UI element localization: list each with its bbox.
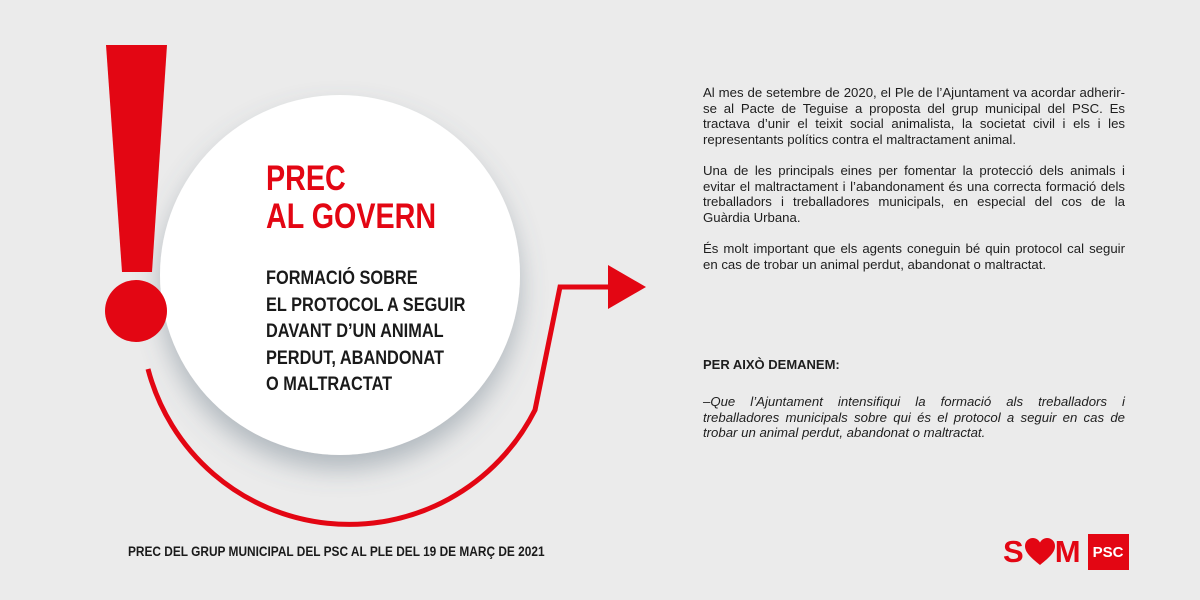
psc-logo <box>1003 534 1129 570</box>
demand-heading: PER AIXÒ DEMANEM: <box>703 357 840 372</box>
subtitle <box>266 266 506 399</box>
footer-text: PREC DEL GRUP MUNICIPAL DEL PSC AL PLE DEL 19 DE MARÇ DE 2021 <box>128 544 545 559</box>
circle-text <box>266 160 506 399</box>
demand-text: –Que l’Ajuntament intensifiqui la formació als treballadors i treballadores municipals sobre qui és el protocol a seguir en cas de trobar un animal perdut, abandonat o maltractat. <box>703 394 1125 440</box>
logo-letter-s: S <box>1003 534 1024 569</box>
title-line-1: PREC <box>266 159 346 198</box>
subtitle-line: PERDUT, ABANDONAT <box>266 347 444 369</box>
logo-letter-m: M <box>1054 534 1081 569</box>
paragraph: És molt important que els agents coneguin bé quin protocol cal seguir en cas de trobar un animal perdut, abandonat o maltractat. <box>703 241 1125 272</box>
heart-icon <box>1025 538 1055 566</box>
subtitle-line: FORMACIÓ SOBRE <box>266 268 418 289</box>
subtitle-line: EL PROTOCOL A SEGUIR <box>266 294 466 316</box>
subtitle-line: DAVANT D’UN ANIMAL <box>266 321 444 343</box>
body-text <box>703 85 1125 288</box>
paragraph: Una de les principals eines per fomentar la protecció dels animals i evitar el maltractament i l’abandonament és una correcta formació dels treballadors i treballadores municipals, en especial del cos de la Guàrdia Urbana. <box>703 163 1125 225</box>
exclamation-icon <box>105 45 167 342</box>
logo-box: PSC <box>1088 534 1129 570</box>
subtitle-line: O MALTRACTAT <box>266 374 393 396</box>
paragraph: Al mes de setembre de 2020, el Ple de l’Ajuntament va acordar adherir-se al Pacte de Teguise a proposta del grup municipal del PSC. Es tractava d’unir el teixit social animalista, la societat civil i els i les representants polítics contra el maltractament animal. <box>703 85 1125 147</box>
arrow-right-icon <box>608 265 646 309</box>
title-line-2: AL GOVERN <box>266 197 437 236</box>
